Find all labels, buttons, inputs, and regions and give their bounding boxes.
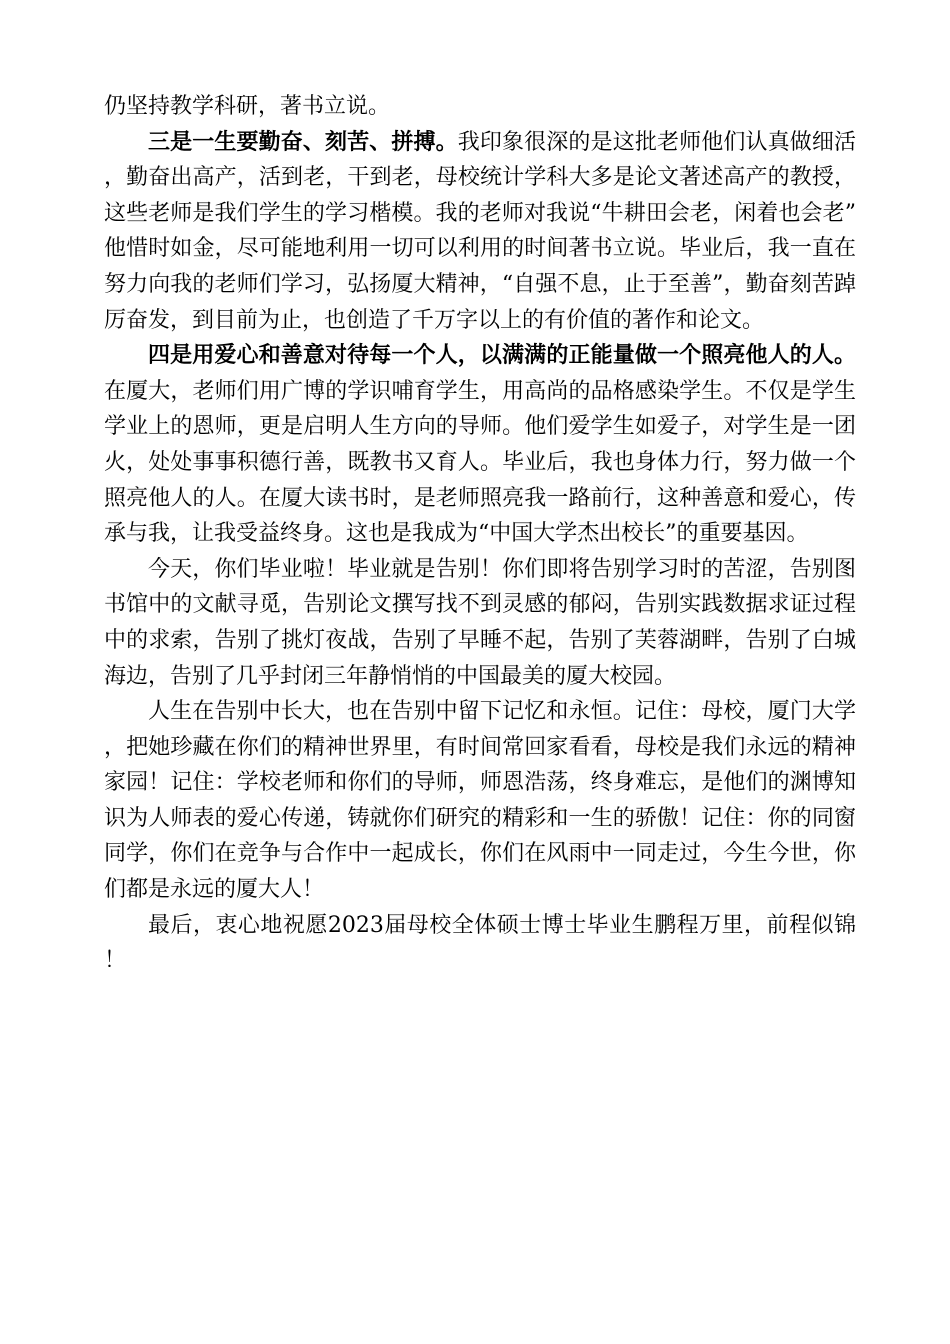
paragraph-text: 在厦大，老师们用广博的学识哺育学生，用高尚的品格感染学生。不仅是学生学业上的恩师，更是启明人生方向的导师。他们爱学生如爱子，对学生是一团火，处处事事积德行善，既教书又育人。毕业后，我也身体力行，努力做一个照亮他人的人。在厦大读书时，是老师照亮我一路前行，这种善意和爱心，传承与我，让我受益终身。这也是我成为“中国大学杰出校长”的重要基因。 — [104, 378, 856, 547]
paragraph-lead: 四是用爱心和善意对待每一个人，以满满的正能量做一个照亮他人的人。 — [148, 342, 856, 369]
paragraph-point-three — [104, 125, 856, 339]
paragraph-continuation — [104, 89, 856, 125]
paragraph-closing — [104, 908, 856, 979]
paragraph-text: 仍坚持教学科研，著书立说。 — [104, 94, 391, 119]
paragraph-graduation — [104, 552, 856, 694]
paragraph-text: 最后，衷心地祝愿2023届母校全体硕士博士毕业生鹏程万里，前程似锦！ — [104, 912, 856, 974]
paragraph-point-four — [104, 338, 856, 552]
document-body — [104, 89, 856, 979]
paragraph-text: 人生在告别中长大，也在告别中留下记忆和永恒。记住：母校，厦门大学，把她珍藏在你们的精神世界里，有时间常回家看看，母校是我们永远的精神家园！记住：学校老师和你们的导师，师恩浩荡，终身难忘，是他们的渊博知识为人师表的爱心传递，铸就你们研究的精彩和一生的骄傲！记住：你的同窗同学，你们在竞争与合作中一起成长，你们在风雨中一同走过，今生今世，你们都是永远的厦大人！ — [104, 699, 856, 903]
paragraph-text: 我印象很深的是这批老师他们认真做细活，勤奋出高产，活到老，干到老，母校统计学科大多是论文著述高产的教授，这些老师是我们学生的学习楷模。我的老师对我说“牛耕田会老，闲着也会老”他惜时如金，尽可能地利用一切可以利用的时间著书立说。毕业后，我一直在努力向我的老师们学习，弘扬厦大精神，“自强不息，止于至善”，勤奋刻苦踔厉奋发，到目前为止，也创造了千万字以上的有价值的著作和论文。 — [104, 129, 856, 333]
paragraph-lead: 三是一生要勤奋、刻苦、拼搏。 — [148, 128, 458, 155]
paragraph-remember — [104, 694, 856, 908]
paragraph-text: 今天，你们毕业啦！毕业就是告别！你们即将告别学习时的苦涩，告别图书馆中的文献寻觅，告别论文撰写找不到灵感的郁闷，告别实践数据求证过程中的求索，告别了挑灯夜战，告别了早睡不起，告别了芙蓉湖畔，告别了白城海边，告别了几乎封闭三年静悄悄的中国最美的厦大校园。 — [104, 556, 856, 689]
